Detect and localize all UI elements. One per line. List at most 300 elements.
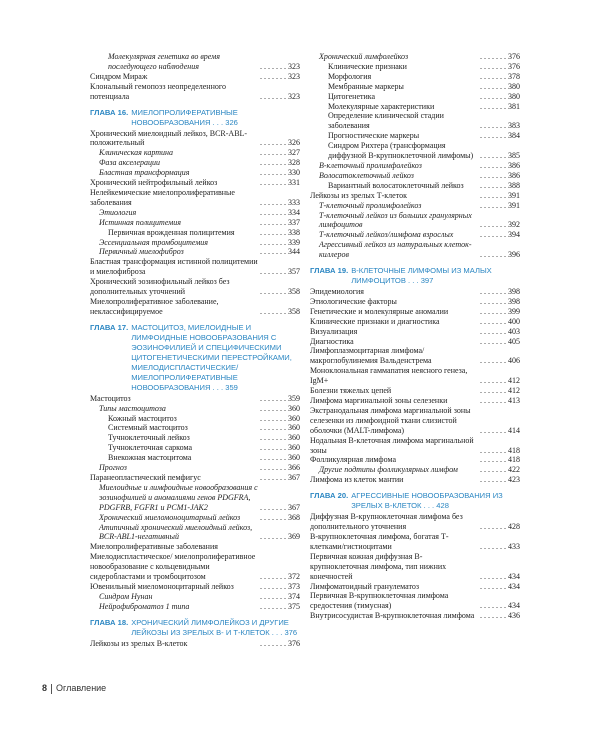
entry-title: Нодальная В-клеточная лимфома маргинальной зоны (310, 435, 474, 455)
entry-page: 367 (288, 502, 300, 512)
entry-page: 433 (508, 541, 520, 551)
entry-title: Внутрисосудистая В-крупноклеточная лимфома (310, 611, 475, 621)
entry-title: Миелопролиферативные заболевания (90, 542, 218, 552)
chapter-heading (90, 323, 300, 393)
entry-page: 359 (288, 393, 300, 403)
entry-page: 328 (288, 158, 300, 168)
leader-dots: . . . . . . . (260, 227, 286, 237)
leader-dots: . . . . . . . (480, 151, 506, 161)
entry-title: Визуализация (310, 326, 358, 336)
entry-page: 423 (508, 475, 520, 485)
chapter-heading (310, 491, 520, 511)
entry-page: 360 (288, 453, 300, 463)
entry-page: 376 (508, 61, 520, 71)
toc-entry (90, 602, 300, 612)
entry-page: 385 (508, 151, 520, 161)
toc-entry (310, 102, 520, 112)
leader-dots: . . . . . . . (260, 532, 286, 542)
toc-entry (310, 436, 520, 456)
entry-title: Клинические признаки (328, 61, 407, 71)
leader-dots: . . . . . . . (480, 200, 506, 210)
toc-entry (310, 230, 520, 240)
toc-entry (310, 346, 520, 366)
entry-title: Хронический миеломоноцитарный лейкоз (99, 512, 241, 522)
leader-dots: . . . . . . . (260, 413, 286, 423)
leader-dots: . . . . . . . (480, 52, 506, 61)
leader-dots: . . . (269, 627, 285, 637)
entry-page: 323 (288, 91, 300, 101)
toc-entry (310, 552, 520, 582)
toc-entry (310, 201, 520, 211)
entry-title: Тучноклеточная саркома (108, 443, 193, 453)
entry-page: 338 (288, 227, 300, 237)
leader-dots: . . . (405, 276, 421, 286)
entry-title: Диффузная В-крупноклеточная лимфома без дополнительного уточнения (310, 512, 463, 532)
toc-right-column (310, 52, 520, 621)
toc-entry (90, 592, 300, 602)
toc-entry (90, 523, 300, 543)
toc-entry (310, 82, 520, 92)
leader-dots: . . . . . . . (260, 473, 286, 482)
entry-page: 412 (508, 376, 520, 386)
leader-dots: . . . . . . . (260, 393, 286, 403)
entry-page: 375 (288, 601, 300, 611)
entry-title: Эпидемиология (310, 287, 364, 297)
entry-page: 334 (288, 207, 300, 217)
entry-page: 330 (288, 168, 300, 178)
entry-title: Нелейкемические миелопролиферативные заболевания (90, 187, 235, 207)
toc-entry (90, 483, 300, 513)
toc-entry (310, 52, 520, 62)
entry-page: 434 (508, 571, 520, 581)
leader-dots: . . . . . . . (260, 71, 286, 81)
toc-entry (310, 591, 520, 611)
leader-dots: . . . . . . . (480, 376, 506, 386)
toc-entry (90, 582, 300, 592)
leader-dots: . . . . . . . (480, 356, 506, 366)
entry-title: Хронический эозинофильный лейкоз без дополнительных уточнений (90, 277, 230, 297)
toc-entry (90, 473, 300, 483)
leader-dots: . . . . . . . (260, 207, 286, 217)
toc-entry (310, 475, 520, 485)
entry-page: 399 (508, 306, 520, 316)
leader-dots: . . . . . . . (260, 138, 286, 148)
entry-page: 380 (508, 81, 520, 91)
entry-page: 323 (288, 61, 300, 71)
toc-entry (310, 582, 520, 592)
leader-dots: . . . (421, 501, 437, 511)
leader-dots: . . . . . . . (260, 158, 286, 168)
leader-dots: . . . . . . . (480, 396, 506, 405)
entry-title: Лейкозы из зрелых В-клеток (90, 638, 188, 648)
toc-entry (90, 178, 300, 188)
chapter-page: 397 (420, 276, 434, 286)
entry-title: Экстранодальная лимфома маргинальной зоны селезенки из лимфоидной ткани слизистой оболочки (MALT-лимфома) (310, 405, 471, 435)
toc-entry (310, 211, 520, 231)
entry-title: Миелопролиферативное заболевание, неклассифицируемое (90, 296, 219, 316)
leader-dots: . . . . . . . (480, 445, 506, 455)
entry-title: Лимфоплазмоцитарная лимфома/ макроглобулинемия Вальденстрема (310, 346, 432, 366)
entry-title: Паранеопластический пемфигус (90, 473, 201, 482)
entry-title: Бластная трансформация (99, 168, 190, 178)
toc-entry (90, 404, 300, 414)
entry-title: Эссенциальная тромбоцитемия (99, 237, 209, 247)
entry-page: 406 (508, 356, 520, 366)
entry-title: Ювенильный миеломоноцитарный лейкоз (90, 581, 234, 591)
toc-entry (310, 611, 520, 621)
leader-dots: . . . . . . . (260, 197, 286, 207)
entry-page: 360 (288, 433, 300, 443)
entry-page: 372 (288, 572, 300, 582)
entry-page: 344 (288, 247, 300, 257)
entry-title: Синдром Рихтера (трансформация диффузной В-крупноклеточной лимфомы) (328, 141, 474, 161)
entry-page: 333 (288, 197, 300, 207)
entry-page: 376 (508, 52, 520, 61)
entry-title: Этиологические факторы (310, 296, 397, 306)
entry-title: Синдром Нунан (99, 591, 153, 601)
chapter-label: ГЛАВА 16. (90, 107, 129, 117)
entry-title: Лимфома из клеток мантии (310, 475, 404, 485)
entry-title: В-клеточный пролимфолейкоз (319, 160, 422, 170)
entry-page: 412 (508, 386, 520, 396)
entry-title: Молекулярные характеристики (328, 101, 435, 111)
toc-entry (90, 218, 300, 228)
entry-page: 403 (508, 326, 520, 336)
page-number: 8 (42, 683, 48, 693)
toc-entry (90, 188, 300, 208)
entry-page: 414 (508, 425, 520, 435)
leader-dots: . . . . . . . (480, 131, 506, 141)
chapter-label: ГЛАВА 17. (90, 322, 129, 332)
toc-entry (310, 131, 520, 141)
leader-dots: . . . . . . . (480, 170, 506, 180)
toc-entry (90, 513, 300, 523)
entry-title: Нейрофиброматоз 1 типа (99, 601, 190, 611)
entry-page: 384 (508, 131, 520, 141)
chapter-page: 326 (225, 117, 238, 127)
leader-dots: . . . . . . . (260, 572, 286, 582)
toc-entry (90, 433, 300, 443)
entry-page: 339 (288, 237, 300, 247)
toc-entry (310, 327, 520, 337)
entry-title: Лейкозы из зрелых Т-клеток (310, 190, 407, 200)
entry-page: 398 (508, 287, 520, 297)
entry-title: Хронический нейтрофильный лейкоз (90, 178, 218, 188)
toc-entry (90, 394, 300, 404)
entry-title: Миелодиспластическое/ миелопролиферативное новообразование с кольцевидными сидеробластами и тромбоцитозом (90, 552, 256, 582)
entry-page: 376 (288, 638, 300, 648)
entry-title: Системный мастоцитоз (108, 423, 188, 433)
leader-dots: . . . . . . . (480, 81, 506, 91)
entry-page: 326 (288, 138, 300, 148)
entry-title: Внекожная мастоцитома (108, 453, 192, 463)
leader-dots: . . . . . . . (480, 465, 506, 475)
toc-entry (90, 277, 300, 297)
toc-entry (310, 191, 520, 201)
entry-page: 366 (288, 463, 300, 473)
leader-dots: . . . . . . . (480, 541, 506, 551)
leader-dots: . . . . . . . (480, 326, 506, 336)
leader-dots: . . . . . . . (480, 522, 506, 532)
toc-entry (90, 297, 300, 317)
entry-title: Цитогенетика (328, 91, 376, 101)
chapter-heading (90, 108, 300, 128)
chapter-title-wrap (351, 266, 520, 286)
entry-title: Фолликулярная лимфома (310, 455, 397, 465)
toc-entry (90, 443, 300, 453)
entry-title: Типы мастоцитоза (99, 403, 166, 413)
chapter-page: 428 (436, 501, 449, 511)
toc-entry (90, 168, 300, 178)
leader-dots: . . . . . . . (480, 190, 506, 200)
toc-entry (90, 423, 300, 433)
entry-page: 360 (288, 413, 300, 423)
entry-page: 413 (508, 396, 520, 405)
leader-dots: . . . (210, 117, 226, 127)
leader-dots: . . . . . . . (260, 423, 286, 433)
entry-title: Лимфоматоидный гранулематоз (310, 581, 420, 591)
leader-dots: . . . . . . . (260, 463, 286, 473)
leader-dots: . . . . . . . (260, 306, 286, 316)
entry-title: Атипичный хронический миелоидный лейкоз, BCR-ABL1-негативный (99, 522, 253, 542)
leader-dots: . . . . . . . (260, 512, 286, 522)
chapter-title: МАСТОЦИТОЗ, МИЕЛОИДНЫЕ И ЛИМФОИДНЫЕ НОВООБРАЗОВАНИЯ С ЭОЗИНОФИЛИЕЙ И СПЕЦИФИЧЕСКИМИ ЦИТОГЕНЕТИЧЕСКИМИ ПЕРЕСТРОЙКАМИ, МИЕЛОДИСПЛАСТИЧЕСКИЕ/ МИЕЛОПРОЛИФЕРАТИВНЫЕ НОВООБРАЗОВАНИЯ (131, 322, 292, 392)
leader-dots: . . . . . . . (260, 443, 286, 453)
entry-page: 383 (508, 121, 520, 131)
entry-page: 392 (508, 220, 520, 230)
entry-title: Определение клинической стадии заболевания (328, 111, 444, 131)
entry-page: 418 (508, 445, 520, 455)
leader-dots: . . . . . . . (480, 101, 506, 111)
chapter-title-wrap (131, 323, 300, 393)
toc-entry (90, 82, 300, 102)
entry-title: Первичная В-крупноклеточная лимфома средостения (тимусная) (310, 591, 449, 611)
leader-dots: . . . . . . . (480, 230, 506, 240)
leader-dots: . . . . . . . (480, 180, 506, 190)
entry-title: В-крупноклеточная лимфома, богатая Т-клетками/гистиоцитами (310, 531, 449, 551)
chapter-label: ГЛАВА 18. (90, 617, 129, 627)
entry-page: 398 (508, 296, 520, 306)
leader-dots: . . . . . . . (260, 61, 286, 71)
entry-title: Т-клеточный лейкоз из больших гранулярных лимфоцитов (319, 210, 472, 230)
entry-title: Клональный гемопоэз неопределенного потенциала (90, 81, 226, 101)
toc-entry (310, 307, 520, 317)
toc-entry (310, 141, 520, 161)
leader-dots: . . . . . . . (480, 455, 506, 465)
entry-page: 378 (508, 71, 520, 81)
leader-dots: . . . . . . . (480, 316, 506, 326)
entry-page: 434 (508, 601, 520, 611)
footer-divider (51, 684, 52, 694)
toc-entry (90, 148, 300, 158)
leader-dots: . . . . . . . (480, 121, 506, 131)
leader-dots: . . . . . . . (260, 217, 286, 227)
chapter-heading (90, 618, 300, 638)
entry-title: Первичная врожденная полицитемия (108, 227, 235, 237)
entry-title: Первичный миелофиброз (99, 247, 184, 257)
leader-dots: . . . . . . . (480, 220, 506, 230)
chapter-title: ХРОНИЧЕСКИЙ ЛИМФОЛЕЙКОЗ И ДРУГИЕ ЛЕЙКОЗЫ ИЗ ЗРЕЛЫХ В- И Т-КЛЕТОК (131, 617, 289, 637)
toc-entry (90, 414, 300, 424)
leader-dots: . . . . . . . (480, 601, 506, 611)
entry-page: 360 (288, 423, 300, 433)
entry-title: Тучноклеточный лейкоз (108, 433, 190, 443)
leader-dots: . . . . . . . (480, 61, 506, 71)
leader-dots: . . . . . . . (480, 336, 506, 346)
entry-title: Лимфома маргинальной зоны селезенки (310, 396, 448, 405)
toc-entry (310, 287, 520, 297)
footer-section-title: Оглавление (56, 683, 107, 693)
entry-page: 434 (508, 581, 520, 591)
toc-entry (310, 111, 520, 131)
leader-dots: . . . . . . . (260, 591, 286, 601)
leader-dots: . . . (210, 382, 226, 392)
toc-entry (310, 396, 520, 406)
entry-title: Хронический миелоидный лейкоз, BCR-ABL-положительный (90, 128, 248, 148)
chapter-title: МИЕЛОПРОЛИФЕРАТИВНЫЕ НОВООБРАЗОВАНИЯ (131, 107, 238, 127)
entry-page: 388 (508, 180, 520, 190)
chapter-label: ГЛАВА 20. (310, 491, 349, 501)
toc-entry (90, 238, 300, 248)
entry-page: 405 (508, 336, 520, 346)
leader-dots: . . . . . . . (260, 267, 286, 277)
chapter-title-wrap (131, 108, 300, 128)
toc-entry (310, 386, 520, 396)
toc-entry (90, 247, 300, 257)
toc-entry (90, 552, 300, 582)
leader-dots: . . . . . . . (480, 71, 506, 81)
toc-entry (310, 337, 520, 347)
leader-dots: . . . . . . . (260, 638, 286, 648)
entry-page: 374 (288, 591, 300, 601)
entry-title: Диагностика (310, 336, 354, 346)
entry-title: Прогноз (99, 463, 127, 473)
leader-dots: . . . . . . . (480, 475, 506, 485)
entry-page: 331 (288, 178, 300, 188)
toc-entry (310, 240, 520, 260)
entry-page: 368 (288, 512, 300, 522)
toc-entry (310, 171, 520, 181)
leader-dots: . . . . . . . (260, 247, 286, 257)
leader-dots: . . . . . . . (260, 502, 286, 512)
entry-title: Молекулярная генетика во время последующего наблюдения (108, 52, 220, 71)
entry-page: 369 (288, 532, 300, 542)
leader-dots: . . . . . . . (480, 250, 506, 260)
entry-title: Другие подтипы фолликулярных лимфом (319, 465, 458, 475)
toc-entry (310, 317, 520, 327)
toc-entry (90, 257, 300, 277)
leader-dots: . . . . . . . (480, 611, 506, 621)
entry-page: 418 (508, 455, 520, 465)
toc-entry (90, 72, 300, 82)
entry-title: Морфология (328, 71, 372, 81)
chapter-title: АГРЕССИВНЫЕ НОВООБРАЗОВАНИЯ ИЗ ЗРЕЛЫХ В-КЛЕТОК (351, 491, 503, 511)
entry-page: 436 (508, 611, 520, 621)
entry-title: Прогностические маркеры (328, 131, 420, 141)
entry-page: 422 (508, 465, 520, 475)
entry-page: 358 (288, 306, 300, 316)
toc-entry (310, 512, 520, 532)
entry-page: 386 (508, 170, 520, 180)
entry-page: 358 (288, 287, 300, 297)
entry-title: Вариантный волосатоклеточный лейкоз (328, 180, 464, 190)
toc-entry (90, 542, 300, 552)
toc-entry (310, 72, 520, 82)
entry-page: 386 (508, 160, 520, 170)
leader-dots: . . . . . . . (260, 433, 286, 443)
chapter-page: 359 (225, 382, 238, 392)
entry-page: 380 (508, 91, 520, 101)
entry-page: 391 (508, 190, 520, 200)
toc-entry (90, 228, 300, 238)
chapter-title-wrap (351, 491, 520, 511)
entry-page: 327 (288, 148, 300, 158)
entry-title: Первичная кожная диффузная В-крупноклеточная лимфома, тип нижних конечностей (310, 551, 447, 581)
entry-title: Кожный мастоцитоз (108, 413, 177, 423)
toc-entry (310, 161, 520, 171)
entry-title: Агрессивный лейкоз из натуральных клеток-киллеров (319, 240, 472, 260)
entry-page: 396 (508, 250, 520, 260)
leader-dots: . . . . . . . (260, 168, 286, 178)
entry-title: Т-клеточный пролимфолейкоз (319, 200, 422, 210)
leader-dots: . . . . . . . (480, 160, 506, 170)
leader-dots: . . . . . . . (260, 237, 286, 247)
toc-entry (310, 62, 520, 72)
toc-left-column (90, 52, 300, 649)
entry-title: Клинические признаки и диагностика (310, 316, 440, 326)
toc-entry (310, 297, 520, 307)
leader-dots: . . . . . . . (260, 148, 286, 158)
toc-entry (310, 406, 520, 436)
entry-page: 391 (508, 200, 520, 210)
leader-dots: . . . . . . . (260, 178, 286, 188)
entry-title: Клиническая картина (99, 148, 174, 158)
leader-dots: . . . . . . . (260, 403, 286, 413)
entry-page: 360 (288, 403, 300, 413)
toc-entry (90, 463, 300, 473)
chapter-title: В-КЛЕТОЧНЫЕ ЛИМФОМЫ ИЗ МАЛЫХ ЛИМФОЦИТОВ (351, 266, 492, 286)
entry-title: Истинная полицитемия (99, 217, 182, 227)
entry-title: Фаза акселерации (99, 158, 161, 168)
entry-page: 394 (508, 230, 520, 240)
leader-dots: . . . . . . . (480, 425, 506, 435)
entry-page: 367 (288, 473, 300, 482)
entry-title: Генетические и молекулярные аномалии (310, 306, 449, 316)
leader-dots: . . . . . . . (260, 453, 286, 463)
entry-title: Бластная трансформация истинной полицитемии и миелофиброза (90, 257, 258, 277)
leader-dots: . . . . . . . (480, 287, 506, 297)
entry-page: 360 (288, 443, 300, 453)
chapter-heading (310, 266, 520, 286)
chapter-title-wrap (131, 618, 300, 638)
toc-entry (90, 52, 300, 72)
entry-title: Хронический лимфолейкоз (319, 52, 409, 61)
leader-dots: . . . . . . . (260, 581, 286, 591)
entry-page: 400 (508, 316, 520, 326)
entry-title: Этиология (99, 207, 137, 217)
toc-entry (90, 158, 300, 168)
toc-entry (90, 453, 300, 463)
entry-title: Миелоидные и лимфоидные новообразования с эозинофилией и аномалиями генов PDGFRA, PDGFRB, FGFR1 и PCM1-JAK2 (99, 482, 258, 512)
leader-dots: . . . . . . . (260, 601, 286, 611)
entry-page: 381 (508, 101, 520, 111)
entry-page: 428 (508, 522, 520, 532)
leader-dots: . . . . . . . (480, 386, 506, 396)
entry-title: Мастоцитоз (90, 393, 131, 403)
toc-entry (310, 92, 520, 102)
leader-dots: . . . . . . . (260, 287, 286, 297)
entry-title: Моноклональная гаммапатия неясного генеза, IgM+ (310, 366, 468, 386)
